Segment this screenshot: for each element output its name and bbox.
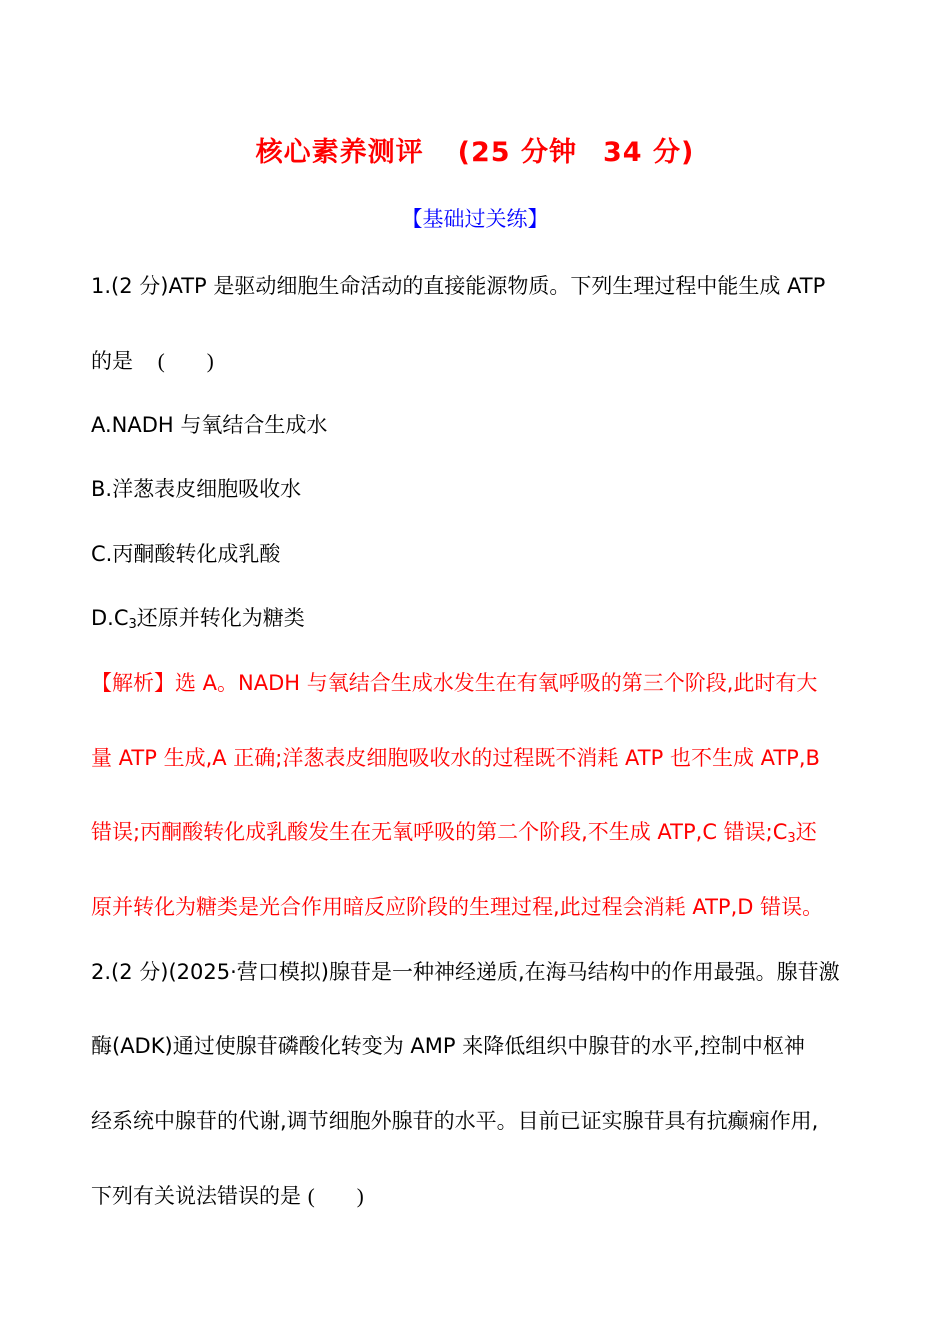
q1-option-d: [91, 602, 305, 632]
page-title: [0, 130, 950, 169]
q1-option-d-prefix: D.C: [91, 606, 129, 630]
q1-option-b: B.洋葱表皮细胞吸收水: [91, 477, 302, 501]
q1-paren-close: ): [206, 349, 214, 373]
q1-analysis-line3-sub: 3: [787, 831, 796, 846]
q1-analysis-line2: 量 ATP 生成,A 正确;洋葱表皮细胞吸收水的过程既不消耗 ATP 也不生成 ATP,B: [91, 746, 820, 770]
q1-stem-text: 的是: [91, 349, 133, 373]
q2-stem-text: 下列有关说法错误的是: [91, 1184, 301, 1208]
title-score: 34 分): [603, 137, 695, 168]
q1-analysis-line1: 【解析】选 A。NADH 与氧结合生成水发生在有氧呼吸的第三个阶段,此时有大: [91, 671, 818, 695]
q1-option-a: A.NADH 与氧结合生成水: [91, 413, 328, 437]
title-time: (25 分钟: [457, 137, 577, 168]
q1-stem-line1: 1.(2 分)ATP 是驱动细胞生命活动的直接能源物质。下列生理过程中能生成 ATP: [91, 274, 826, 298]
q1-analysis-line3-prefix: 错误;丙酮酸转化成乳酸发生在无氧呼吸的第二个阶段,不生成 ATP,C 错误;C: [91, 820, 788, 844]
q1-stem-line2: [91, 345, 214, 375]
q1-analysis-line3: [91, 816, 817, 846]
q2-stem-line3: 经系统中腺苷的代谢,调节细胞外腺苷的水平。目前已证实腺苷具有抗癫痫作用,: [91, 1109, 819, 1133]
q2-stem-line1: 2.(2 分)(2025·营口模拟)腺苷是一种神经递质,在海马结构中的作用最强。腺苷激: [91, 960, 840, 984]
q2-stem-line4: [91, 1180, 364, 1210]
q1-option-c: C.丙酮酸转化成乳酸: [91, 542, 281, 566]
q2-paren-open: (: [307, 1184, 315, 1208]
q1-analysis-line3-suffix: 还: [795, 820, 817, 844]
title-main: 核心素养测评: [255, 137, 424, 168]
section-heading: 【基础过关练】: [401, 207, 549, 231]
q1-analysis-line4: 原并转化为糖类是光合作用暗反应阶段的生理过程,此过程会消耗 ATP,D 错误。: [91, 895, 824, 919]
q2-stem-line2: 酶(ADK)通过使腺苷磷酸化转变为 AMP 来降低组织中腺苷的水平,控制中枢神: [91, 1034, 805, 1058]
q2-paren-close: ): [356, 1184, 364, 1208]
q1-paren-open: (: [157, 349, 165, 373]
q1-option-d-suffix: 还原并转化为糖类: [136, 606, 305, 630]
q1-option-d-sub: 3: [128, 617, 137, 632]
